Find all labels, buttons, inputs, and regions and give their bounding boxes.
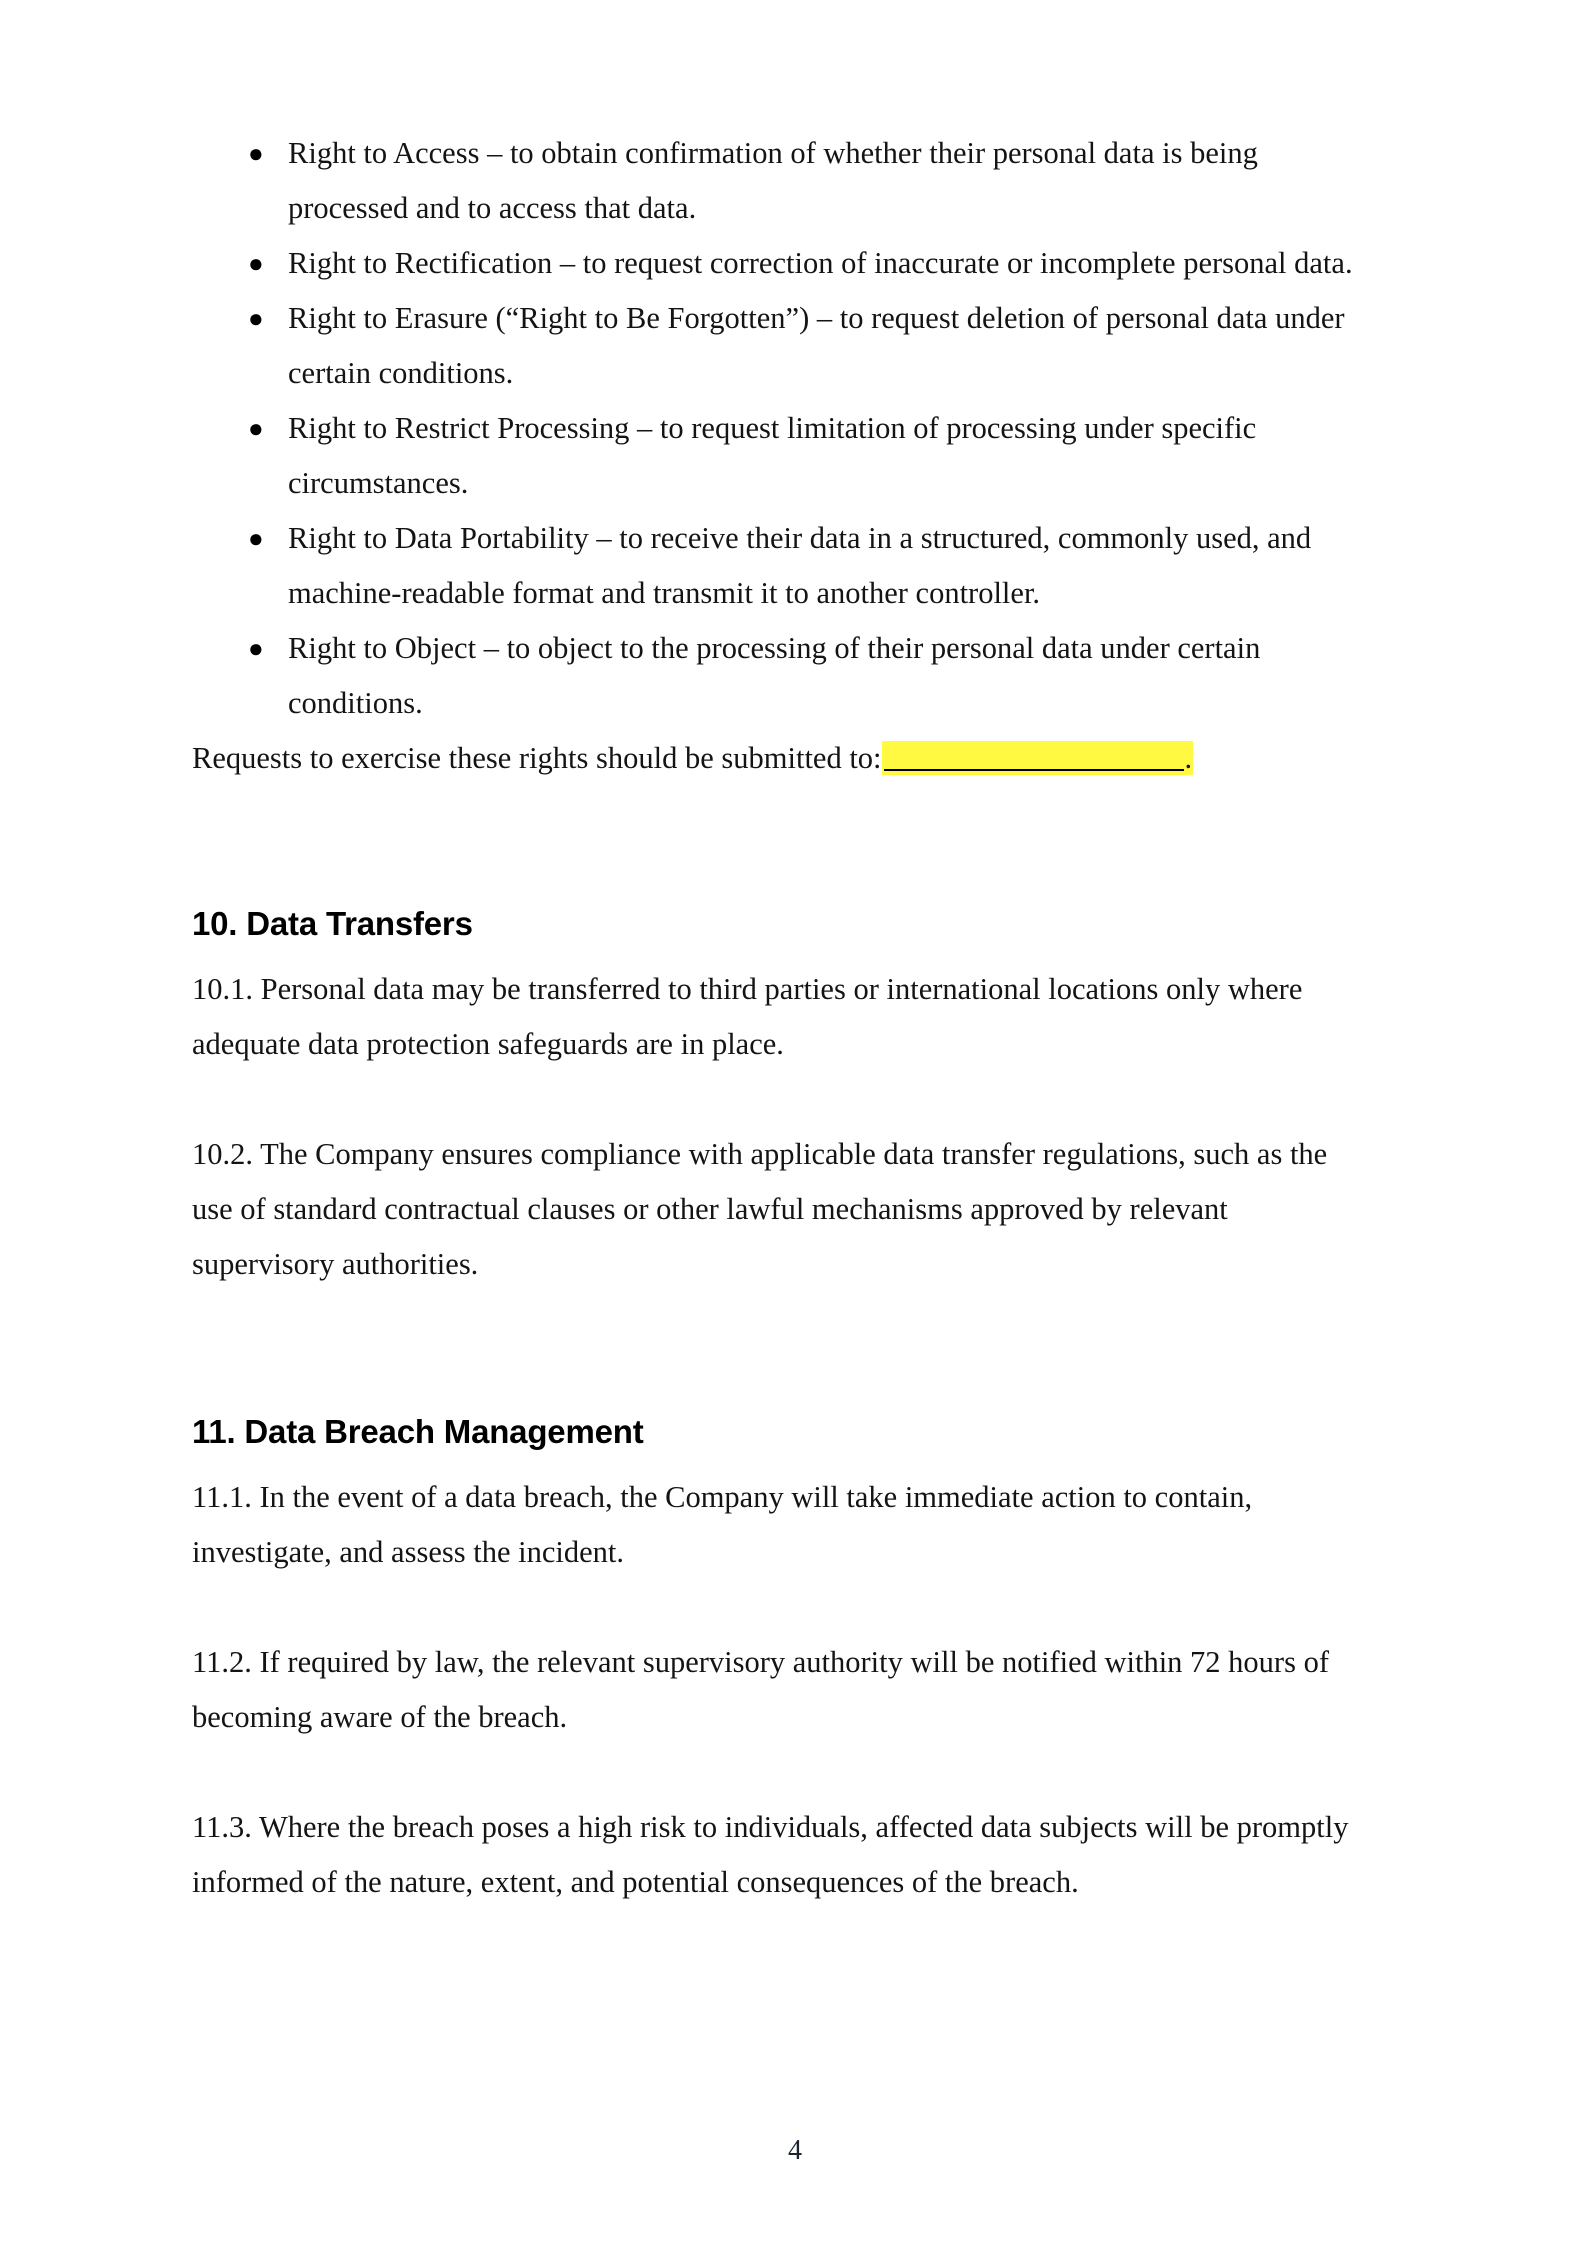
requests-lead-text: Requests to exercise these rights should be submitted to: bbox=[192, 741, 882, 775]
section-heading-11: 11. Data Breach Management bbox=[192, 1413, 644, 1450]
list-item-text: Right to Restrict Processing – to request limitation of processing under specific circumstances. bbox=[288, 411, 1257, 500]
list-item bbox=[192, 291, 1367, 401]
list-item bbox=[192, 621, 1367, 731]
bullet-icon: ● bbox=[248, 139, 264, 168]
spacer bbox=[192, 944, 1367, 962]
page-number: 4 bbox=[788, 2135, 802, 2166]
list-item-text: Right to Object – to object to the processing of their personal data under certain conditions. bbox=[288, 631, 1261, 720]
page-content bbox=[192, 126, 1367, 1910]
highlighted-blank-field[interactable] bbox=[882, 741, 1194, 775]
section-heading-10: 10. Data Transfers bbox=[192, 905, 473, 942]
list-item bbox=[192, 511, 1367, 621]
list-item bbox=[192, 126, 1367, 236]
paragraph-11-2: 11.2. If required by law, the relevant supervisory authority will be notified within 72 hours of becoming aware of the breach. bbox=[192, 1645, 1329, 1734]
blank-underline[interactable] bbox=[884, 769, 1184, 771]
spacer bbox=[192, 1452, 1367, 1470]
paragraph-11-1: 11.1. In the event of a data breach, the Company will take immediate action to contain, investigate, and assess the incident. bbox=[192, 1480, 1253, 1569]
paragraph-11-3: 11.3. Where the breach poses a high risk to individuals, affected data subjects will be promptly informed of the nature, extent, and potential consequences of the breach. bbox=[192, 1810, 1349, 1899]
bullet-icon: ● bbox=[248, 304, 264, 333]
list-item-text: Right to Erasure (“Right to Be Forgotten”) – to request deletion of personal data under certain conditions. bbox=[288, 301, 1345, 390]
paragraph-10-1: 10.1. Personal data may be transferred to third parties or international locations only where adequate data protection safeguards are in place. bbox=[192, 972, 1303, 1061]
spacer bbox=[192, 1292, 1367, 1412]
data-subject-rights-list bbox=[192, 126, 1367, 731]
list-item bbox=[192, 236, 1367, 291]
list-item-text: Right to Data Portability – to receive their data in a structured, commonly used, and machine-readable format and transmit it to another controller. bbox=[288, 521, 1312, 610]
requests-trailing-text: . bbox=[1184, 741, 1193, 775]
spacer bbox=[192, 1745, 1367, 1800]
paragraph-10-2: 10.2. The Company ensures compliance with applicable data transfer regulations, such as the use of standard contractual clauses or other lawful mechanisms approved by relevant supervisory authorities. bbox=[192, 1137, 1328, 1281]
spacer bbox=[192, 1580, 1367, 1635]
list-item-text: Right to Rectification – to request correction of inaccurate or incomplete personal data. bbox=[288, 246, 1353, 280]
requests-submission-line bbox=[192, 731, 1367, 786]
spacer bbox=[192, 1072, 1367, 1127]
bullet-icon: ● bbox=[248, 414, 264, 443]
spacer bbox=[192, 786, 1367, 904]
bullet-icon: ● bbox=[248, 634, 264, 663]
list-item-text: Right to Access – to obtain confirmation of whether their personal data is being processed and to access that data. bbox=[288, 136, 1258, 225]
list-item bbox=[192, 401, 1367, 511]
bullet-icon: ● bbox=[248, 249, 264, 278]
bullet-icon: ● bbox=[248, 524, 264, 553]
